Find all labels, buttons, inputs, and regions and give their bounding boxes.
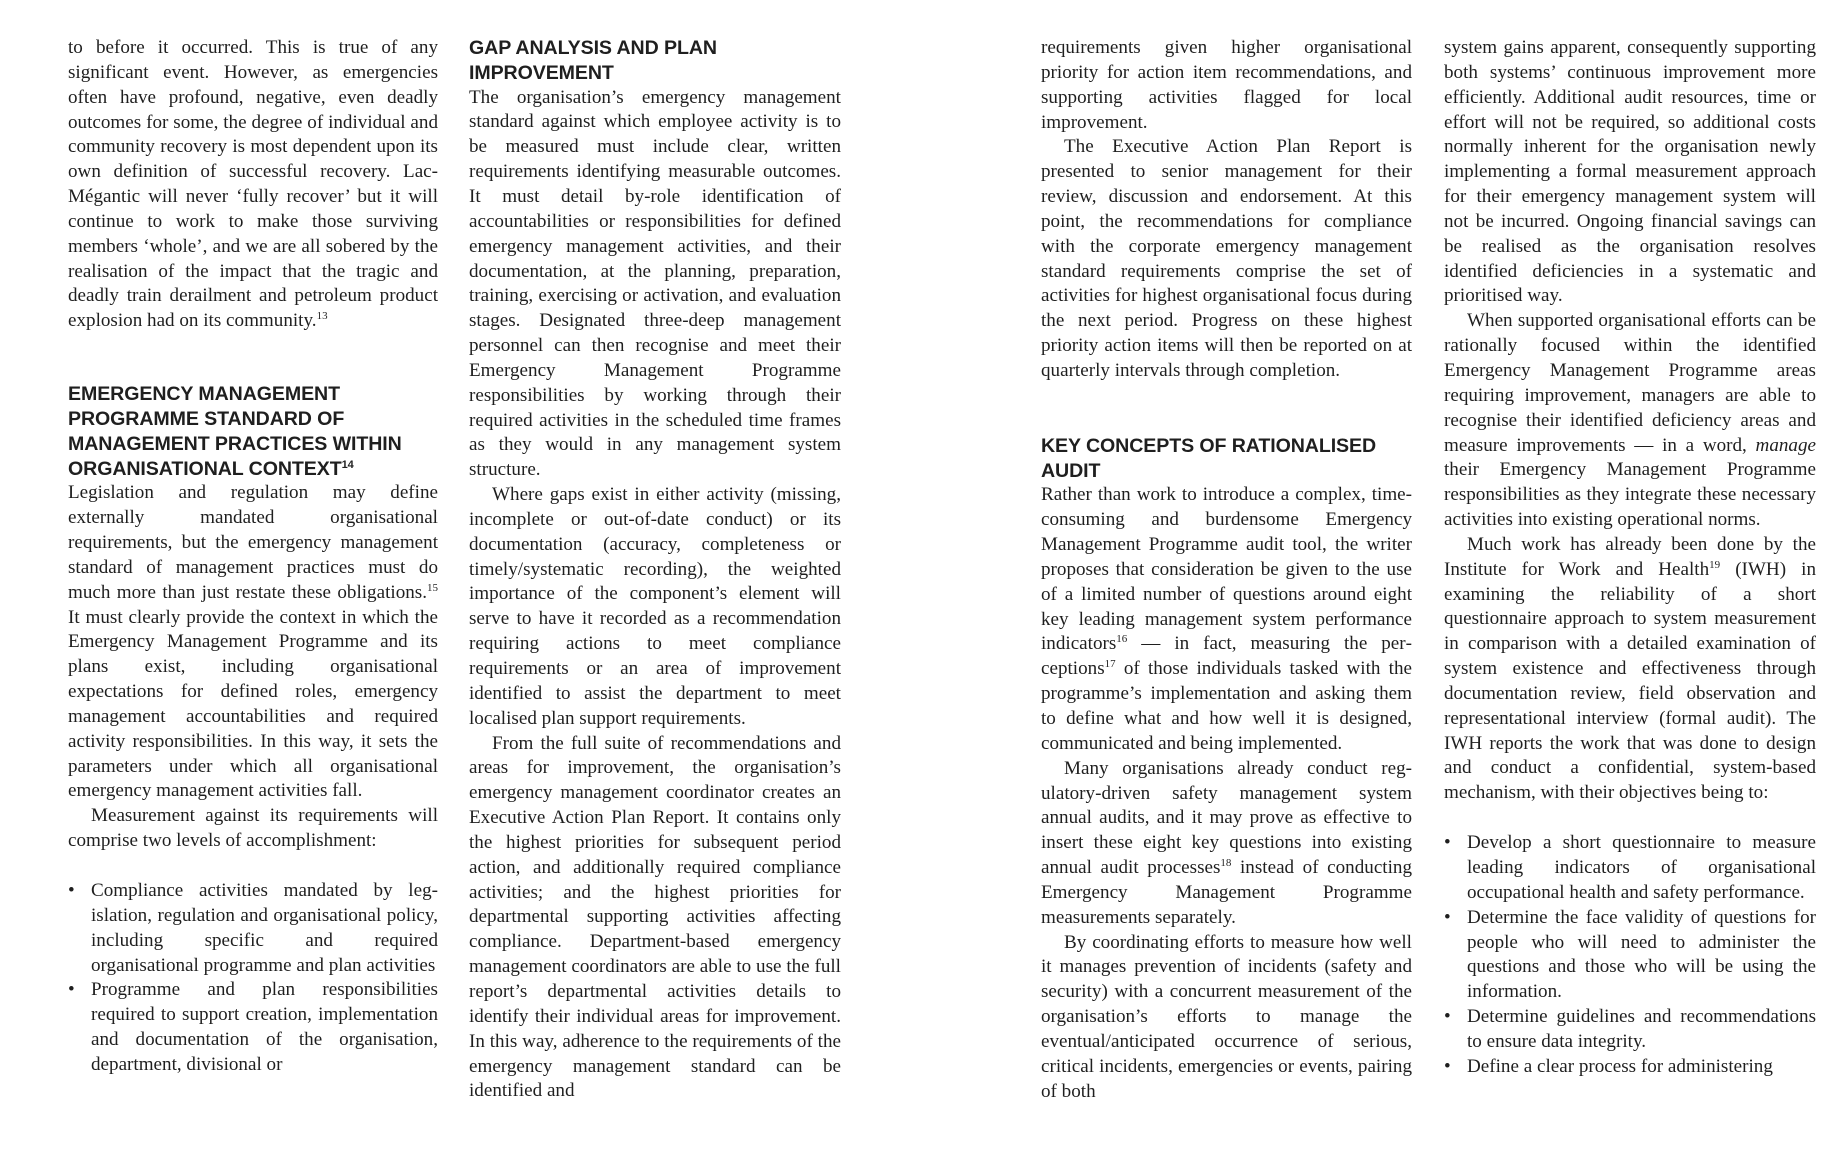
section-heading: EMERGENCY MANAGEMENT PROGRAMME STANDARD OF MANAGEMENT PRACTICES WITHIN ORGANISATIONAL CONTEXT$^{14}$ bbox=[68, 383, 402, 480]
section-heading: KEY CONCEPTS OF RATIONALISED AUDIT bbox=[1041, 434, 1377, 482]
body-paragraph: The Executive Action Plan Report is presented to senior management for their review, discussion and endorsement. At this point, the recommendations for compliance with the corporate emergency management standard requirements comprise the set of activities for highest organisational focus during the next period. Progress on these highest priority action items will then be reported on at quarterly intervals through completion. bbox=[1041, 136, 1412, 381]
footnote-ref: 15 bbox=[427, 581, 438, 594]
body-paragraph: to before it occurred. This is true of any significant event. However, as emergencies often have profound, negative, even deadly outcomes for some, the degree of individual and community recovery is most dependent upon its own definition of successful recovery. Lac-Mégantic will never ‘fully recover’ but it will continue to work to make those surviving members ‘whole’, and we are all sobered by the realisation of the impact that the tragic and deadly train derailment and petroleum product explosion had on its community.$^{13}$ bbox=[68, 37, 438, 332]
body-paragraph: When supported organisational efforts can be rationally focused within the identified Emergency Management Programme areas requiring improvement, managers are able to recognise their identified deficiency areas and measure improvements — in a word, manage their Emergency Management Programme responsibilities as they integrate these necessary activities into existing operational norms. bbox=[1444, 310, 1816, 531]
column-3 bbox=[1041, 36, 1412, 1105]
footnote-ref: 18 bbox=[1220, 857, 1232, 870]
body-paragraph: Legislation and regulation may define externally mandated organisational requirements, but the emergency management standard of management practices must do much more than just restate these obligations.$^{15}$ It must clearly provide the context in which the Emergency Management Programme and its plans exist, including organisational expectations for defined roles, emergency management accountabilities and required activity responsibilities. In this way, it sets the parameters under which all organisational emergency management activities fall. bbox=[68, 482, 438, 802]
list-item: • Compliance activities mandated by legislation, regulation and organisational policy, including specific and required organisational programme and plan activities bbox=[68, 879, 438, 978]
footnote-ref: 19 bbox=[1709, 558, 1721, 571]
footnote-ref: 17 bbox=[1104, 658, 1116, 671]
column-2 bbox=[469, 36, 841, 1104]
footnote-ref: 13 bbox=[316, 310, 328, 323]
body-paragraph: Much work has already been done by the Institute for Work and Health$^{19}$ (IWH) in examining the reliability of a short questionnaire approach to system measurement in comparison with a detailed examination of system existence and effectiveness through documentation review, field observation and representational interview (formal audit). The IWH reports the work that was done to design and conduct a confidential, system-based mechanism, with their objectives being to: bbox=[1444, 533, 1816, 804]
footnote-ref: 14 bbox=[341, 458, 354, 471]
column-1 bbox=[68, 36, 438, 1078]
body-paragraph: The organisation’s emergency management standard against which employee activity is to be measured must include clear, written requirements identifying measurable outcomes. It must detail by-role identification of accountabilities or responsibilities for defined emergency management activities, and their documentation, at the planning, preparation, training, exercising or activation, and evaluation stages. Designated three-deep management personnel can then recognise and meet their Emergency Management Programme responsibilities by working through their required activities in the scheduled time frames as they would in any management system structure. bbox=[469, 86, 841, 481]
list-item: • Determine guidelines and recommendations to ensure data integrity. bbox=[1444, 1005, 1816, 1055]
body-paragraph: Many organisations already conduct regulatory-driven safety management system annual audits, and it may prove as effective to insert these eight key questions into existing annual audit processes$^{18}$ instead of conducting Emergency Management Programme measurements separately. bbox=[1041, 757, 1412, 928]
emphasis: manage bbox=[1755, 434, 1816, 456]
section-heading: GAP ANALYSIS AND PLAN IMPROVEMENT bbox=[469, 37, 717, 84]
column-4 bbox=[1444, 36, 1816, 1080]
right-page bbox=[1041, 36, 1816, 1172]
body-paragraph: system gains apparent, consequently supporting both systems’ continuous improvement more efficiently. Additional audit resources, time or effort will not be required, so additional costs normally inherent for the organisation newly implementing a formal measurement approach for their emergency management system will not be incurred. Ongoing financial savings can be realised as the organisation resolves identified deficiencies in a systematic and prioritised way. bbox=[1444, 37, 1816, 307]
bullet-list bbox=[1444, 831, 1816, 1079]
list-item: • Develop a short questionnaire to measure leading indicators of organisational occupational health and safety performance. bbox=[1444, 831, 1816, 906]
list-item: • Define a clear process for administering bbox=[1444, 1055, 1816, 1080]
body-paragraph: Measurement against its requirements will comprise two levels of accomplishment: bbox=[68, 805, 438, 852]
body-paragraph: From the full suite of recommendations and areas for improvement, the organisation’s emergency management coordinator creates an Executive Action Plan Report. It contains only the highest priorities for subsequent period action, and additionally required compliance activities; and the highest priorities for departmental supporting activities affecting compliance. Department-based emergency management coordinators are able to use the full report’s departmental activities details to identify their individual areas for improvement. In this way, adherence to the requirements of the emergency management standard can be identified and bbox=[469, 732, 841, 1102]
list-item: • Determine the face validity of questions for people who will need to administer the questions and those who will be using the information. bbox=[1444, 906, 1816, 1005]
body-paragraph: requirements given higher organisational priority for action item recommendations, and supporting activities flagged for local improvement. bbox=[1041, 37, 1412, 133]
bullet-list bbox=[68, 879, 438, 1078]
footnote-ref: 16 bbox=[1116, 633, 1128, 646]
left-page bbox=[68, 36, 848, 1172]
list-item: • Programme and plan responsibilities required to support creation, implementation and documentation of the organisation, department, divisional or bbox=[68, 978, 438, 1077]
body-paragraph: Rather than work to introduce a complex, time-consuming and burdensome Emergency Management Programme audit tool, the writer proposes that consideration be given to the use of a limited number of questions around eight key leading management system performance indicators$^{16}$ — in fact, measuring the perceptions$^{17}$ of those individuals tasked with the programme’s implementation and asking them to define what and how well it is designed, communicated and being implemented. bbox=[1041, 484, 1412, 754]
body-paragraph: Where gaps exist in either activity (missing, incomplete or out-of-date conduct) or its documentation (accuracy, completeness or timely/systematic recording), the weighted importance of the component’s element will serve to have it recorded as a recommendation requiring actions to meet compliance requirements or an area of improvement identified to assist the department to meet localised plan support requirements. bbox=[469, 484, 841, 729]
body-paragraph: By coordinating efforts to measure how well it manages prevention of incidents (safety and security) with a concurrent measurement of the organisation’s efforts to manage the eventual/anticipated occurrence of serious, critical incidents, emergencies or events, pairing of both bbox=[1041, 931, 1412, 1102]
